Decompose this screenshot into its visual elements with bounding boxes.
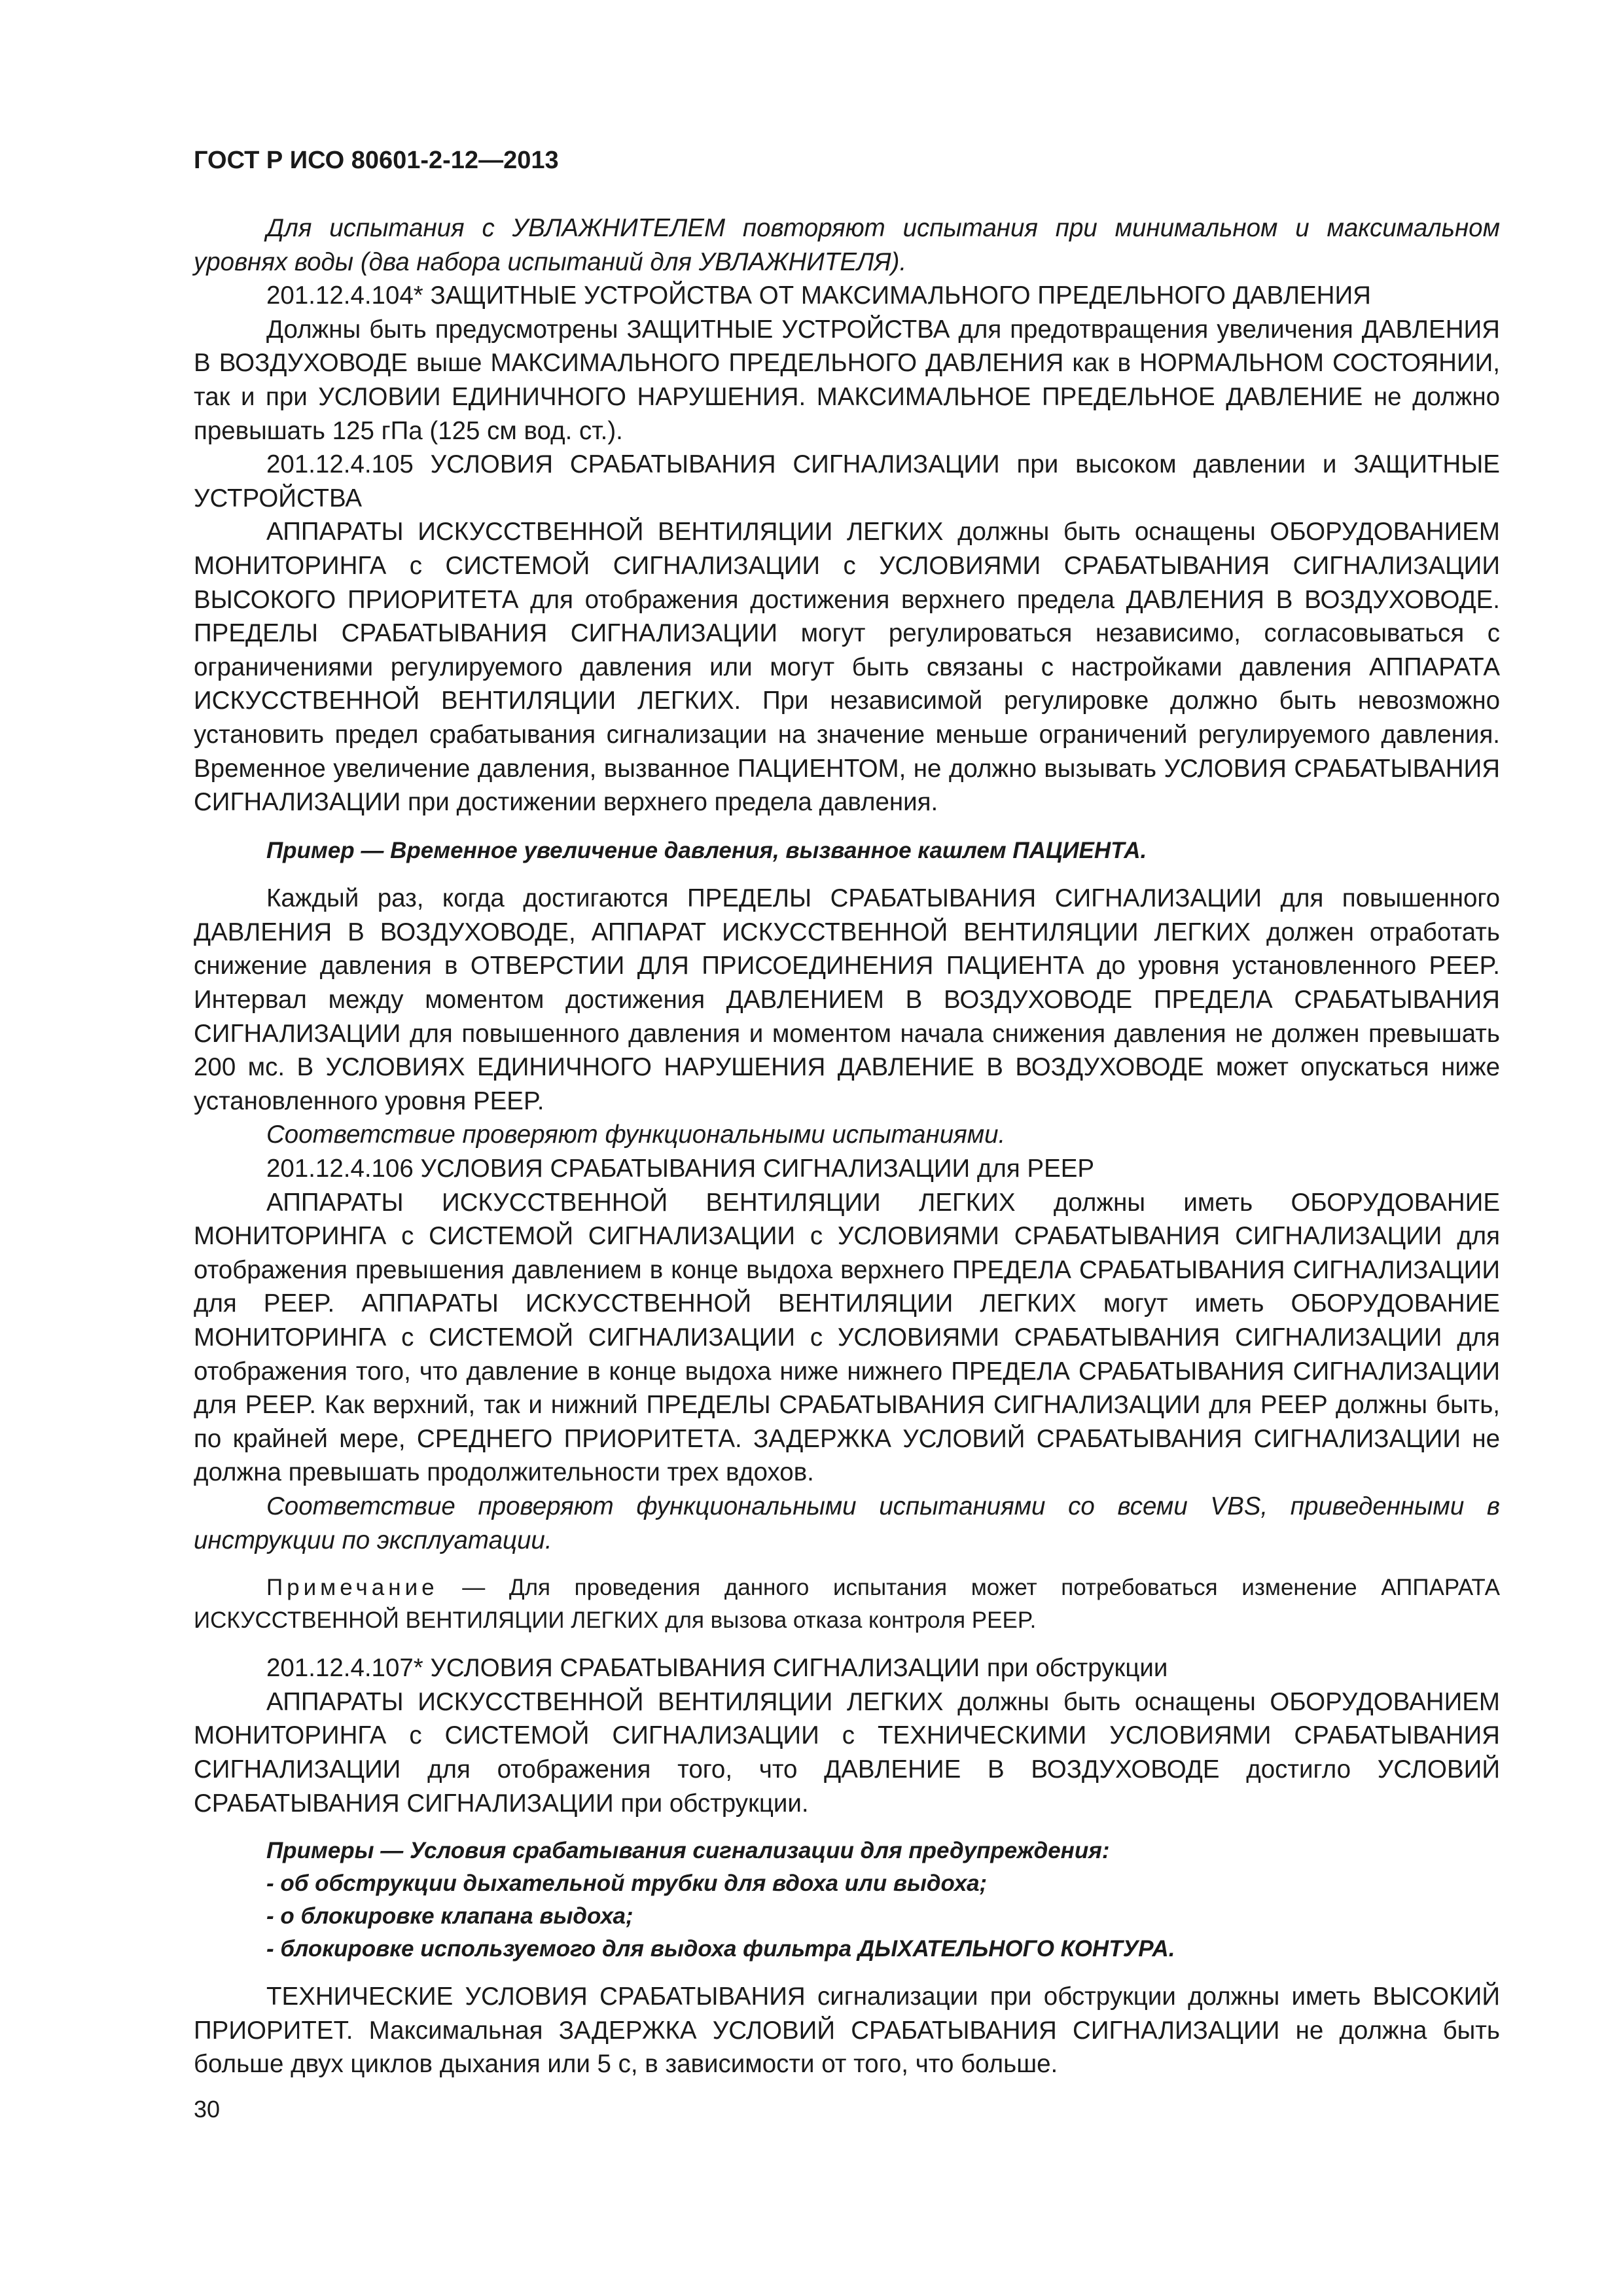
paragraph-technical-conditions: ТЕХНИЧЕСКИЕ УСЛОВИЯ СРАБАТЫВАНИЯ сигнализации при обструкции должны иметь ВЫСОКИЙ ПРИОРИТЕТ. Максимальная ЗАДЕРЖКА УСЛОВИЙ СРАБАТЫВАНИЯ СИГНАЛИЗАЦИИ не должна быть больше двух циклов дыхания или 5 с, в зависимости от того, что больше.	[194, 1982, 1500, 2079]
clause-heading-104: 201.12.4.104* ЗАЩИТНЫЕ УСТРОЙСТВА ОТ МАКСИМАЛЬНОГО ПРЕДЕЛЬНОГО ДАВЛЕНИЯ	[266, 281, 1371, 310]
paragraph-obstruction-alarm: АППАРАТЫ ИСКУССТВЕННОЙ ВЕНТИЛЯЦИИ ЛЕГКИХ должны быть оснащены ОБОРУДОВАНИЕМ МОНИТОРИНГА с СИСТЕМОЙ СИГНАЛИЗАЦИИ с ТЕХНИЧЕСКИМИ УСЛОВИЯМИ СРАБАТЫВАНИЯ СИГНАЛИЗАЦИИ для отображения того, что ДАВЛЕНИЕ В ВОЗДУХОВОДЕ достигло УСЛОВИЙ СРАБАТЫВАНИЯ СИГНАЛИЗАЦИИ при обструкции.	[194, 1687, 1500, 1818]
paragraph-humidifier-test: Для испытания с УВЛАЖНИТЕЛЕМ повторяют испытания при минимальном и максимальном уровнях воды (два набора испытаний для УВЛАЖНИТЕЛЯ).	[194, 214, 1500, 276]
example-cough: Пример — Временное увеличение давления, вызванное кашлем ПАЦИЕНТА.	[266, 837, 1147, 863]
paragraph-protective-devices: Должны быть предусмотрены ЗАЩИТНЫЕ УСТРОЙСТВА для предотвращения увеличения ДАВЛЕНИЯ В ВОЗДУХОВОДЕ выше МАКСИМАЛЬНОГО ПРЕДЕЛЬНОГО ДАВЛЕНИЯ как в НОРМАЛЬНОМ СОСТОЯНИИ, так и при УСЛОВИИ ЕДИНИЧНОГО НАРУШЕНИЯ. МАКСИМАЛЬНОЕ ПРЕДЕЛЬНОЕ ДАВЛЕНИЕ не должно превышать 125 гПа (125 см вод. ст.).	[194, 315, 1500, 445]
document-page	[194, 144, 1500, 2081]
clause-heading-105: 201.12.4.105 УСЛОВИЯ СРАБАТЫВАНИЯ СИГНАЛИЗАЦИИ при высоком давлении и ЗАЩИТНЫЕ УСТРОЙСТВА	[194, 450, 1500, 512]
paragraph-pressure-reduction: Каждый раз, когда достигаются ПРЕДЕЛЫ СРАБАТЫВАНИЯ СИГНАЛИЗАЦИИ для повышенного ДАВЛЕНИЯ В ВОЗДУХОВОДЕ, АППАРАТ ИСКУССТВЕННОЙ ВЕНТИЛЯЦИИ ЛЕГКИХ должен отработать снижение давления в ОТВЕРСТИИ ДЛЯ ПРИСОЕДИНЕНИЯ ПАЦИЕНТА до уровня установленного PEEP. Интервал между моментом достижения ДАВЛЕНИЕМ В ВОЗДУХОВОДЕ ПРЕДЕЛА СРАБАТЫВАНИЯ СИГНАЛИЗАЦИИ для повышенного давления и моментом начала снижения давления не должен превышать 200 мс. В УСЛОВИЯХ ЕДИНИЧНОГО НАРУШЕНИЯ ДАВЛЕНИЕ В ВОЗДУХОВОДЕ может опускаться ниже установленного уровня PEEP.	[194, 884, 1500, 1115]
paragraph-high-pressure-alarm: АППАРАТЫ ИСКУССТВЕННОЙ ВЕНТИЛЯЦИИ ЛЕГКИХ должны быть оснащены ОБОРУДОВАНИЕМ МОНИТОРИНГА с СИСТЕМОЙ СИГНАЛИЗАЦИИ с УСЛОВИЯМИ СРАБАТЫВАНИЯ СИГНАЛИЗАЦИИ ВЫСОКОГО ПРИОРИТЕТА для отображения достижения верхнего предела ДАВЛЕНИЯ В ВОЗДУХОВОДЕ. ПРЕДЕЛЫ СРАБАТЫВАНИЯ СИГНАЛИЗАЦИИ могут регулироваться независимо, согласовываться с ограничениями регулируемого давления или могут быть связаны с настройками давления АППАРАТА ИСКУССТВЕННОЙ ВЕНТИЛЯЦИИ ЛЕГКИХ. При независимой регулировке должно быть невозможно установить предел срабатывания сигнализации на значение меньше ограничений регулируемого давления. Временное увеличение давления, вызванное ПАЦИЕНТОМ, не должно вызывать УСЛОВИЯ СРАБАТЫВАНИЯ СИГНАЛИЗАЦИИ при достижении верхнего предела давления.	[194, 518, 1500, 817]
compliance-check-vbs: Соответствие проверяют функциональными испытаниями со всеми VBS, приведенными в инструкции по эксплуатации.	[194, 1492, 1500, 1554]
examples-line: - о блокировке клапана выдоха;	[266, 1903, 633, 1929]
examples-line: - об обструкции дыхательной трубки для вдоха или выдоха;	[266, 1871, 988, 1897]
clause-heading-107: 201.12.4.107* УСЛОВИЯ СРАБАТЫВАНИЯ СИГНАЛИЗАЦИИ при обструкции	[266, 1654, 1168, 1683]
examples-obstruction	[194, 1835, 1500, 1965]
document-header: ГОСТ Р ИСО 80601-2-12—2013	[194, 147, 559, 174]
examples-line: - блокировке используемого для выдоха фильтра ДЫХАТЕЛЬНОГО КОНТУРА.	[266, 1936, 1175, 1962]
page-number: 30	[194, 2096, 221, 2123]
note-label: Примечание	[266, 1575, 438, 1601]
note-text: — Для проведения данного испытания может потребоваться изменение АППАРАТА ИСКУССТВЕННОЙ ВЕНТИЛЯЦИИ ЛЕГКИХ для вызова отказа контроля PEEP.	[194, 1575, 1500, 1634]
note-peep	[194, 1571, 1500, 1637]
paragraph-peep-alarm: АППАРАТЫ ИСКУССТВЕННОЙ ВЕНТИЛЯЦИИ ЛЕГКИХ должны иметь ОБОРУДОВАНИЕ МОНИТОРИНГА с СИСТЕМОЙ СИГНАЛИЗАЦИИ с УСЛОВИЯМИ СРАБАТЫВАНИЯ СИГНАЛИЗАЦИИ для отображения превышения давлением в конце выдоха верхнего ПРЕДЕЛА СРАБАТЫВАНИЯ СИГНАЛИЗАЦИИ для PEEP. АППАРАТЫ ИСКУССТВЕННОЙ ВЕНТИЛЯЦИИ ЛЕГКИХ могут иметь ОБОРУДОВАНИЕ МОНИТОРИНГА с СИСТЕМОЙ СИГНАЛИЗАЦИИ с УСЛОВИЯМИ СРАБАТЫВАНИЯ СИГНАЛИЗАЦИИ для отображения того, что давление в конце выдоха ниже нижнего ПРЕДЕЛА СРАБАТЫВАНИЯ СИГНАЛИЗАЦИИ для PEEP. Как верхний, так и нижний ПРЕДЕЛЫ СРАБАТЫВАНИЯ СИГНАЛИЗАЦИИ для PEEP должны быть, по крайней мере, СРЕДНЕГО ПРИОРИТЕТА. ЗАДЕРЖКА УСЛОВИЙ СРАБАТЫВАНИЯ СИГНАЛИЗАЦИИ не должна превышать продолжительности трех вдохов.	[194, 1188, 1500, 1487]
compliance-check-functional: Соответствие проверяют функциональными испытаниями.	[266, 1121, 1006, 1149]
clause-heading-106: 201.12.4.106 УСЛОВИЯ СРАБАТЫВАНИЯ СИГНАЛИЗАЦИИ для PEEP	[266, 1155, 1095, 1183]
examples-line: Примеры — Условия срабатывания сигнализации для предупреждения:	[266, 1838, 1110, 1864]
